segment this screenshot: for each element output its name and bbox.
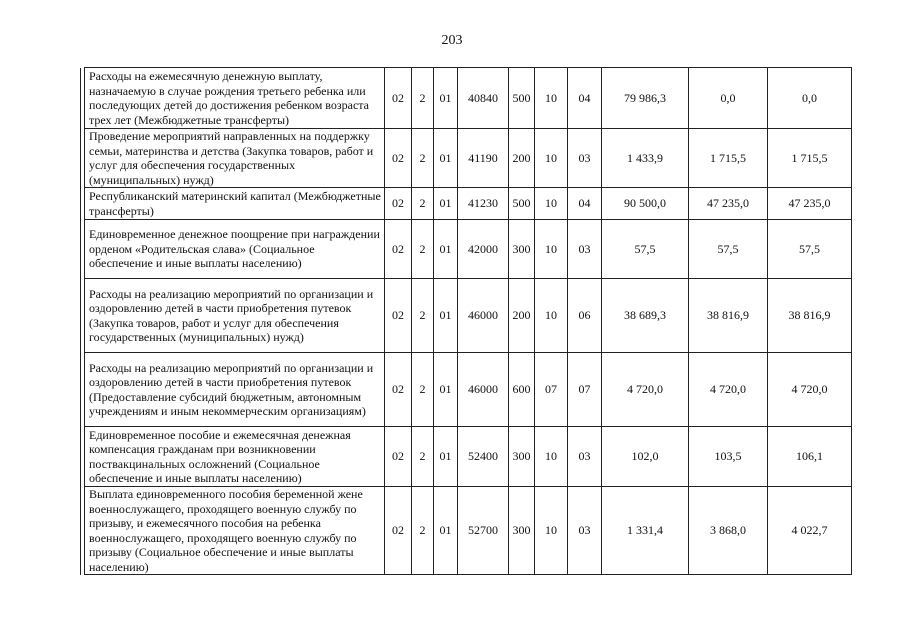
gp-code-cell: 02 [385, 188, 412, 220]
amount-year-2-cell: 1 715,5 [689, 129, 768, 188]
direction-code-cell: 40840 [458, 68, 509, 129]
subsection-cell: 04 [568, 188, 602, 220]
expense-name-cell: Выплата единовременного пособия беременной жене военнослужащего, проходящего военную службу по призыву, и ежемесячного пособия на ребенка военнослужащего, проходящего военную службу по призыву (Социальное обеспечение и иные выплаты населению) [85, 487, 385, 575]
amount-year-1-cell: 4 720,0 [602, 353, 689, 427]
main-event-code-cell: 01 [434, 353, 458, 427]
gp-code-cell: 02 [385, 68, 412, 129]
subsection-cell: 03 [568, 220, 602, 279]
subprogram-code-cell: 2 [412, 279, 434, 353]
expense-type-cell: 500 [509, 188, 535, 220]
expense-type-cell: 600 [509, 353, 535, 427]
page-number: 203 [441, 33, 463, 48]
table-row [81, 279, 852, 353]
table-row [81, 353, 852, 427]
section-cell: 10 [535, 68, 568, 129]
subprogram-code-cell: 2 [412, 353, 434, 427]
subsection-cell: 03 [568, 427, 602, 487]
main-event-code-cell: 01 [434, 279, 458, 353]
amount-year-3-cell: 4 022,7 [768, 487, 852, 575]
expense-type-cell: 300 [509, 427, 535, 487]
direction-code-cell: 46000 [458, 279, 509, 353]
subprogram-code-cell: 2 [412, 427, 434, 487]
expense-name-cell: Единовременное пособие и ежемесячная денежная компенсация гражданам при возникновении поствакцинальных осложнений (Социальное обеспечение и иные выплаты населению) [85, 427, 385, 487]
table-row [81, 220, 852, 279]
expense-type-cell: 300 [509, 487, 535, 575]
subprogram-code-cell: 2 [412, 68, 434, 129]
gp-code-cell: 02 [385, 353, 412, 427]
main-event-code-cell: 01 [434, 68, 458, 129]
subsection-cell: 07 [568, 353, 602, 427]
expense-name-cell: Расходы на реализацию мероприятий по организации и оздоровлению детей в части приобретения путевок (Закупка товаров, работ и услуг для обеспечения государственных (муниципальных) нужд) [85, 279, 385, 353]
subprogram-code-cell: 2 [412, 220, 434, 279]
amount-year-2-cell: 0,0 [689, 68, 768, 129]
expense-name-cell: Расходы на ежемесячную денежную выплату, назначаемую в случае рождения третьего ребенка или последующих детей до достижения ребенком возраста трех лет (Межбюджетные трансферты) [85, 68, 385, 129]
section-cell: 10 [535, 427, 568, 487]
direction-code-cell: 52400 [458, 427, 509, 487]
expense-name-cell: Единовременное денежное поощрение при награждении орденом «Родительская слава» (Социальное обеспечение и иные выплаты населению) [85, 220, 385, 279]
amount-year-1-cell: 79 986,3 [602, 68, 689, 129]
table-row [81, 188, 852, 220]
subsection-cell: 03 [568, 129, 602, 188]
expense-type-cell: 300 [509, 220, 535, 279]
main-event-code-cell: 01 [434, 487, 458, 575]
amount-year-1-cell: 102,0 [602, 427, 689, 487]
direction-code-cell: 41190 [458, 129, 509, 188]
section-cell: 10 [535, 220, 568, 279]
expense-type-cell: 200 [509, 129, 535, 188]
amount-year-2-cell: 4 720,0 [689, 353, 768, 427]
direction-code-cell: 42000 [458, 220, 509, 279]
table-row [81, 129, 852, 188]
amount-year-2-cell: 103,5 [689, 427, 768, 487]
expense-name-cell: Проведение мероприятий направленных на поддержку семьи, материнства и детства (Закупка товаров, работ и услуг для обеспечения государственных (муниципальных) нужд) [85, 129, 385, 188]
section-cell: 10 [535, 279, 568, 353]
amount-year-2-cell: 57,5 [689, 220, 768, 279]
amount-year-3-cell: 47 235,0 [768, 188, 852, 220]
amount-year-3-cell: 38 816,9 [768, 279, 852, 353]
gp-code-cell: 02 [385, 487, 412, 575]
expense-type-cell: 200 [509, 279, 535, 353]
direction-code-cell: 46000 [458, 353, 509, 427]
main-event-code-cell: 01 [434, 129, 458, 188]
section-cell: 10 [535, 129, 568, 188]
expense-name-cell: Республиканский материнский капитал (Межбюджетные трансферты) [85, 188, 385, 220]
gp-code-cell: 02 [385, 220, 412, 279]
section-cell: 10 [535, 487, 568, 575]
amount-year-2-cell: 3 868,0 [689, 487, 768, 575]
amount-year-1-cell: 38 689,3 [602, 279, 689, 353]
amount-year-1-cell: 1 433,9 [602, 129, 689, 188]
amount-year-1-cell: 57,5 [602, 220, 689, 279]
subprogram-code-cell: 2 [412, 188, 434, 220]
gp-code-cell: 02 [385, 427, 412, 487]
amount-year-3-cell: 57,5 [768, 220, 852, 279]
direction-code-cell: 41230 [458, 188, 509, 220]
amount-year-3-cell: 4 720,0 [768, 353, 852, 427]
amount-year-1-cell: 90 500,0 [602, 188, 689, 220]
table-row [81, 427, 852, 487]
amount-year-2-cell: 38 816,9 [689, 279, 768, 353]
subprogram-code-cell: 2 [412, 487, 434, 575]
expense-name-cell: Расходы на реализацию мероприятий по организации и оздоровлению детей в части приобретения путевок (Предоставление субсидий бюджетным, автономным учреждениям и иным некоммерческим организациям) [85, 353, 385, 427]
section-cell: 07 [535, 353, 568, 427]
table-row [81, 487, 852, 575]
main-event-code-cell: 01 [434, 220, 458, 279]
expense-type-cell: 500 [509, 68, 535, 129]
budget-table [80, 67, 852, 575]
subprogram-code-cell: 2 [412, 129, 434, 188]
gp-code-cell: 02 [385, 279, 412, 353]
amount-year-3-cell: 1 715,5 [768, 129, 852, 188]
section-cell: 10 [535, 188, 568, 220]
amount-year-2-cell: 47 235,0 [689, 188, 768, 220]
main-event-code-cell: 01 [434, 427, 458, 487]
amount-year-3-cell: 0,0 [768, 68, 852, 129]
amount-year-1-cell: 1 331,4 [602, 487, 689, 575]
gp-code-cell: 02 [385, 129, 412, 188]
amount-year-3-cell: 106,1 [768, 427, 852, 487]
main-event-code-cell: 01 [434, 188, 458, 220]
direction-code-cell: 52700 [458, 487, 509, 575]
table-row [81, 68, 852, 129]
subsection-cell: 04 [568, 68, 602, 129]
subsection-cell: 03 [568, 487, 602, 575]
subsection-cell: 06 [568, 279, 602, 353]
